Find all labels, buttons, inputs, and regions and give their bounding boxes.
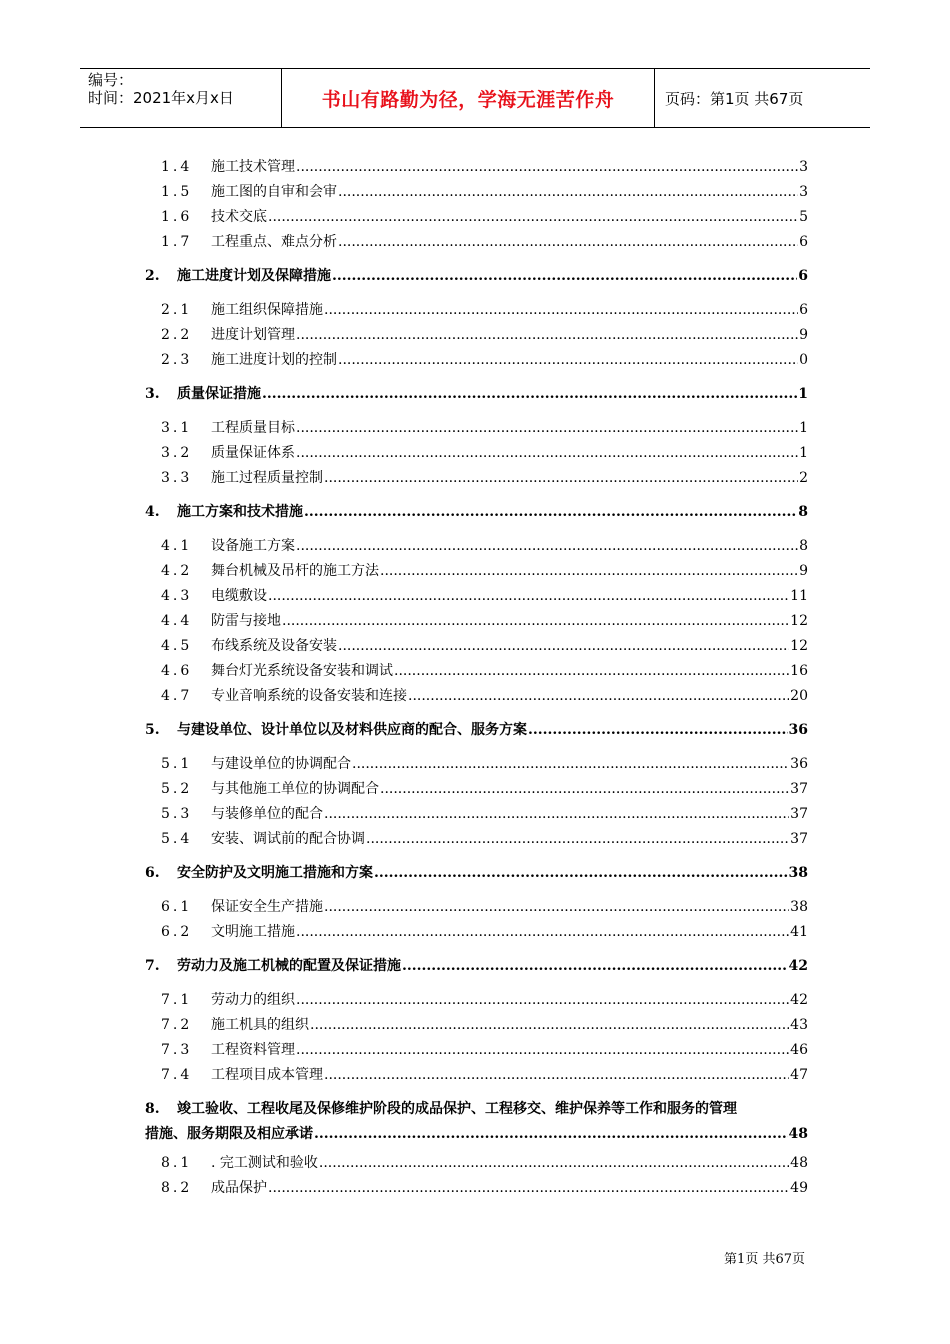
toc-page: 47 <box>790 1067 808 1083</box>
table-of-contents <box>145 155 808 1201</box>
toc-title: 工程质量目标 <box>211 420 295 436</box>
toc-leader <box>324 895 789 920</box>
toc-leader <box>296 441 798 466</box>
toc-number: 5.3 <box>161 806 193 822</box>
toc-chapter[interactable] <box>145 718 808 743</box>
toc-title: 劳动力及施工机械的配置及保证措施 <box>177 958 401 974</box>
toc-leader <box>262 382 797 407</box>
toc-number: 2.2 <box>161 327 193 343</box>
toc-leader <box>324 802 789 827</box>
toc-leader <box>296 1038 789 1063</box>
toc-entry-multiline[interactable] <box>145 1097 808 1147</box>
toc-title: 与其他施工单位的协调配合 <box>211 781 379 797</box>
page-header <box>80 68 870 128</box>
toc-title: 工程项目成本管理 <box>211 1067 323 1083</box>
toc-title: 布线系统及设备安装 <box>211 638 337 654</box>
toc-page: 8 <box>799 538 808 554</box>
toc-title: 施工过程质量控制 <box>211 470 323 486</box>
toc-page: 11 <box>790 588 808 604</box>
toc-page: 6 <box>798 268 808 284</box>
toc-leader <box>528 718 788 743</box>
toc-page: 8 <box>798 504 808 520</box>
toc-number: 4.4 <box>161 613 193 629</box>
toc-page: 3 <box>799 184 808 200</box>
toc-chapter[interactable] <box>145 382 808 407</box>
toc-page: 16 <box>790 663 808 679</box>
toc-number: 2.1 <box>161 302 193 318</box>
toc-title: 安全防护及文明施工措施和方案 <box>177 865 373 881</box>
toc-page: 38 <box>790 899 808 915</box>
toc-page: 48 <box>788 1126 808 1142</box>
toc-number: 1.4 <box>161 159 193 175</box>
toc-page: 9 <box>799 327 808 343</box>
toc-title: 舞台灯光系统设备安装和调试 <box>211 663 393 679</box>
time-label: 时间：2021年x月x日 <box>88 89 234 107</box>
toc-section[interactable] <box>145 1063 808 1088</box>
toc-number: 4.6 <box>161 663 193 679</box>
toc-section[interactable] <box>145 534 808 559</box>
toc-section[interactable] <box>145 1151 808 1176</box>
toc-chapter[interactable] <box>145 861 808 886</box>
toc-page: 42 <box>788 958 808 974</box>
toc-leader <box>314 1122 788 1147</box>
toc-leader <box>324 1063 789 1088</box>
toc-section[interactable] <box>145 323 808 348</box>
toc-leader <box>338 230 798 255</box>
toc-page: 49 <box>790 1180 808 1196</box>
toc-leader <box>408 684 789 709</box>
toc-leader <box>324 466 798 491</box>
toc-section[interactable] <box>145 777 808 802</box>
toc-leader <box>394 659 789 684</box>
toc-section[interactable] <box>145 348 808 373</box>
toc-leader <box>338 348 798 373</box>
toc-page: 41 <box>790 924 808 940</box>
toc-chapter[interactable] <box>145 264 808 289</box>
toc-leader <box>296 155 798 180</box>
toc-title-cont: 措施、服务期限及相应承诺 <box>145 1126 313 1142</box>
toc-number: 5.4 <box>161 831 193 847</box>
toc-chapter[interactable] <box>145 954 808 979</box>
toc-leader <box>402 954 788 979</box>
toc-leader <box>324 298 798 323</box>
toc-page: 6 <box>799 234 808 250</box>
toc-section[interactable] <box>145 752 808 777</box>
toc-number: 1.5 <box>161 184 193 200</box>
page-footer: 第1页 共67页 <box>724 1252 805 1267</box>
header-motto: 书山有路勤为径，学海无涯苦作舟 <box>282 69 655 127</box>
toc-title: 进度计划管理 <box>211 327 295 343</box>
toc-page: 0 <box>799 352 808 368</box>
toc-page: 3 <box>799 159 808 175</box>
toc-title: 成品保护 <box>211 1180 267 1196</box>
toc-section[interactable] <box>145 230 808 255</box>
toc-title: 质量保证体系 <box>211 445 295 461</box>
toc-title: 劳动力的组织 <box>211 992 295 1008</box>
toc-number: 5. <box>145 722 160 738</box>
toc-title: 质量保证措施 <box>177 386 261 402</box>
toc-section[interactable] <box>145 441 808 466</box>
toc-number: 8. <box>145 1101 160 1117</box>
toc-chapter[interactable] <box>145 500 808 525</box>
toc-title: 与建设单位、设计单位以及材料供应商的配合、服务方案 <box>177 722 527 738</box>
toc-section[interactable] <box>145 1013 808 1038</box>
toc-leader <box>352 752 789 777</box>
toc-section[interactable] <box>145 920 808 945</box>
toc-number: 4.2 <box>161 563 193 579</box>
toc-leader <box>268 205 798 230</box>
toc-leader <box>374 861 788 886</box>
toc-title: 工程资料管理 <box>211 1042 295 1058</box>
toc-leader <box>268 1176 789 1201</box>
toc-number: 1.7 <box>161 234 193 250</box>
toc-section[interactable] <box>145 1038 808 1063</box>
toc-section[interactable] <box>145 155 808 180</box>
toc-number: 7.4 <box>161 1067 193 1083</box>
toc-number: 1.6 <box>161 209 193 225</box>
toc-page: 48 <box>790 1155 808 1171</box>
toc-title: 与装修单位的配合 <box>211 806 323 822</box>
toc-number: 2.3 <box>161 352 193 368</box>
toc-section[interactable] <box>145 416 808 441</box>
toc-title: 文明施工措施 <box>211 924 295 940</box>
toc-section[interactable] <box>145 802 808 827</box>
toc-page: 5 <box>799 209 808 225</box>
toc-leader <box>366 827 789 852</box>
toc-number: 4.7 <box>161 688 193 704</box>
toc-number: 6.1 <box>161 899 193 915</box>
toc-title: 工程重点、难点分析 <box>211 234 337 250</box>
toc-page: 9 <box>799 563 808 579</box>
toc-page: 12 <box>790 638 808 654</box>
toc-leader <box>296 920 789 945</box>
header-meta <box>80 69 282 127</box>
toc-page: 12 <box>790 613 808 629</box>
toc-section[interactable] <box>145 205 808 230</box>
toc-title: 电缆敷设 <box>211 588 267 604</box>
toc-leader <box>380 559 798 584</box>
toc-page: 20 <box>790 688 808 704</box>
toc-title: 施工技术管理 <box>211 159 295 175</box>
toc-number: 4.5 <box>161 638 193 654</box>
toc-leader <box>296 416 798 441</box>
toc-title: 施工机具的组织 <box>211 1017 309 1033</box>
toc-title: 防雷与接地 <box>211 613 281 629</box>
toc-number: 3.2 <box>161 445 193 461</box>
toc-page: 43 <box>790 1017 808 1033</box>
toc-number: 4.3 <box>161 588 193 604</box>
toc-number: 7.3 <box>161 1042 193 1058</box>
toc-number: 3.3 <box>161 470 193 486</box>
toc-section[interactable] <box>145 609 808 634</box>
toc-leader <box>268 584 789 609</box>
toc-leader <box>338 180 798 205</box>
toc-number: 6. <box>145 865 160 881</box>
toc-number: 5.1 <box>161 756 193 772</box>
toc-section[interactable] <box>145 1176 808 1201</box>
toc-section[interactable] <box>145 988 808 1013</box>
toc-leader <box>332 264 797 289</box>
toc-title: 技术交底 <box>211 209 267 225</box>
toc-number: 4.1 <box>161 538 193 554</box>
toc-number: 7. <box>145 958 160 974</box>
toc-title: . 完工测试和验收 <box>211 1155 318 1171</box>
toc-title: 施工组织保障措施 <box>211 302 323 318</box>
toc-section[interactable] <box>145 895 808 920</box>
toc-page: 46 <box>790 1042 808 1058</box>
toc-section[interactable] <box>145 559 808 584</box>
toc-title: 施工进度计划及保障措施 <box>177 268 331 284</box>
toc-page: 1 <box>799 445 808 461</box>
toc-page: 38 <box>788 865 808 881</box>
toc-number: 5.2 <box>161 781 193 797</box>
toc-title: 保证安全生产措施 <box>211 899 323 915</box>
toc-leader <box>296 988 789 1013</box>
toc-page: 36 <box>790 756 808 772</box>
toc-title: 专业音响系统的设备安装和连接 <box>211 688 407 704</box>
toc-page: 6 <box>799 302 808 318</box>
toc-title: 施工图的自审和会审 <box>211 184 337 200</box>
toc-page: 2 <box>799 470 808 486</box>
toc-section[interactable] <box>145 827 808 852</box>
toc-title: 施工方案和技术措施 <box>177 504 303 520</box>
toc-title: 设备施工方案 <box>211 538 295 554</box>
toc-leader <box>282 609 789 634</box>
toc-title: 竣工验收、工程收尾及保修维护阶段的成品保护、工程移交、维护保养等工作和服务的管理 <box>177 1101 737 1117</box>
toc-leader <box>319 1151 789 1176</box>
toc-leader <box>304 500 797 525</box>
toc-page: 1 <box>799 420 808 436</box>
toc-page: 1 <box>798 386 808 402</box>
toc-section[interactable] <box>145 684 808 709</box>
toc-page: 36 <box>788 722 808 738</box>
toc-leader <box>380 777 789 802</box>
toc-number: 2. <box>145 268 160 284</box>
toc-number: 8.2 <box>161 1180 193 1196</box>
toc-section[interactable] <box>145 180 808 205</box>
toc-section[interactable] <box>145 634 808 659</box>
toc-number: 4. <box>145 504 160 520</box>
toc-number: 3. <box>145 386 160 402</box>
toc-number: 6.2 <box>161 924 193 940</box>
toc-leader <box>296 323 798 348</box>
toc-section[interactable] <box>145 466 808 491</box>
toc-number: 7.2 <box>161 1017 193 1033</box>
toc-number: 3.1 <box>161 420 193 436</box>
toc-number: 7.1 <box>161 992 193 1008</box>
toc-section[interactable] <box>145 298 808 323</box>
toc-page: 37 <box>790 806 808 822</box>
code-label: 编号： <box>88 71 134 89</box>
toc-page: 37 <box>790 781 808 797</box>
toc-section[interactable] <box>145 659 808 684</box>
toc-title: 安装、调试前的配合协调 <box>211 831 365 847</box>
header-page-info: 页码：第1页 共67页 <box>665 89 804 108</box>
toc-title: 舞台机械及吊杆的施工方法 <box>211 563 379 579</box>
toc-page: 37 <box>790 831 808 847</box>
toc-title: 施工进度计划的控制 <box>211 352 337 368</box>
toc-number: 8.1 <box>161 1155 193 1171</box>
toc-leader <box>310 1013 789 1038</box>
toc-leader <box>338 634 789 659</box>
toc-title: 与建设单位的协调配合 <box>211 756 351 772</box>
toc-section[interactable] <box>145 584 808 609</box>
toc-page: 42 <box>790 992 808 1008</box>
toc-leader <box>296 534 798 559</box>
